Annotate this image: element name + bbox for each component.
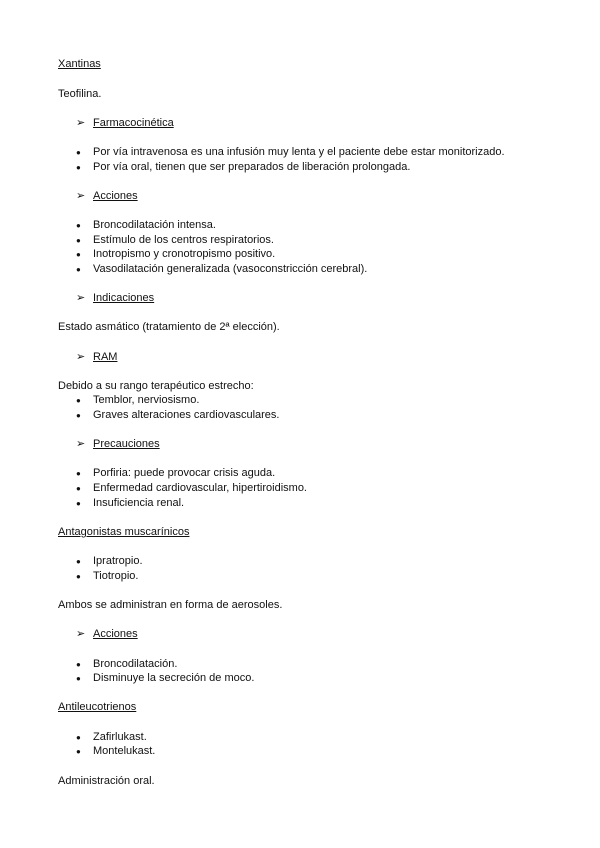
list-item: Graves alteraciones cardiovasculares. (93, 409, 280, 421)
bullet-icon: ● (76, 557, 81, 566)
bullet-icon: ● (76, 221, 81, 230)
subheading-farmacocinetica: Farmacocinética (93, 117, 174, 129)
list-item: Por vía oral, tienen que ser preparados de liberación prolongada. (93, 161, 411, 173)
subheading-ram: RAM (93, 351, 118, 363)
bullet-icon: ● (76, 733, 81, 742)
bullet-icon: ● (76, 469, 81, 478)
list-item: Tiotropio. (93, 570, 139, 582)
bullet-icon: ● (76, 148, 81, 157)
list-item: Inotropismo y cronotropismo positivo. (93, 248, 276, 260)
subheading-acciones: Acciones (93, 190, 138, 202)
arrow-icon: ➢ (76, 292, 86, 304)
list-item: Porfiria: puede provocar crisis aguda. (93, 467, 276, 479)
bullet-icon: ● (76, 499, 81, 508)
list-item: Enfermedad cardiovascular, hipertiroidismo. (93, 482, 307, 494)
list-item: Insuficiencia renal. (93, 497, 185, 509)
heading-antileucotrienos: Antileucotrienos (58, 701, 137, 713)
bullet-icon: ● (76, 674, 81, 683)
heading-antagonistas: Antagonistas muscarínicos (58, 526, 190, 538)
list-item: Montelukast. (93, 745, 156, 757)
arrow-icon: ➢ (76, 190, 86, 202)
heading-xantinas: Xantinas (58, 58, 101, 70)
list-item: Zafirlukast. (93, 731, 147, 743)
arrow-icon: ➢ (76, 117, 86, 129)
bullet-icon: ● (76, 163, 81, 172)
arrow-icon: ➢ (76, 438, 86, 450)
list-item: Por vía intravenosa es una infusión muy lenta y el paciente debe estar monitorizado. (93, 146, 505, 158)
bullet-icon: ● (76, 250, 81, 259)
bullet-icon: ● (76, 484, 81, 493)
list-item: Ipratropio. (93, 555, 143, 567)
subheading-precauciones: Precauciones (93, 438, 160, 450)
list-item: Broncodilatación intensa. (93, 219, 216, 231)
bullet-icon: ● (76, 747, 81, 756)
list-item: Disminuye la secreción de moco. (93, 672, 255, 684)
drug-teofilina: Teofilina. (58, 88, 102, 100)
bullet-icon: ● (76, 265, 81, 274)
bullet-icon: ● (76, 396, 81, 405)
bullet-icon: ● (76, 236, 81, 245)
subheading-acciones-antagonistas: Acciones (93, 628, 138, 640)
antagonistas-text: Ambos se administran en forma de aerosoles. (58, 599, 283, 611)
arrow-icon: ➢ (76, 628, 86, 640)
bullet-icon: ● (76, 660, 81, 669)
list-item: Temblor, nerviosismo. (93, 394, 200, 406)
bullet-icon: ● (76, 572, 81, 581)
antileucotrienos-text: Administración oral. (58, 775, 155, 787)
indicaciones-text: Estado asmático (tratamiento de 2ª elección). (58, 321, 280, 333)
list-item: Estímulo de los centros respiratorios. (93, 234, 274, 246)
list-item: Vasodilatación generalizada (vasoconstricción cerebral). (93, 263, 368, 275)
list-item: Broncodilatación. (93, 658, 178, 670)
ram-intro: Debido a su rango terapéutico estrecho: (58, 380, 254, 392)
subheading-indicaciones: Indicaciones (93, 292, 155, 304)
bullet-icon: ● (76, 411, 81, 420)
arrow-icon: ➢ (76, 351, 86, 363)
